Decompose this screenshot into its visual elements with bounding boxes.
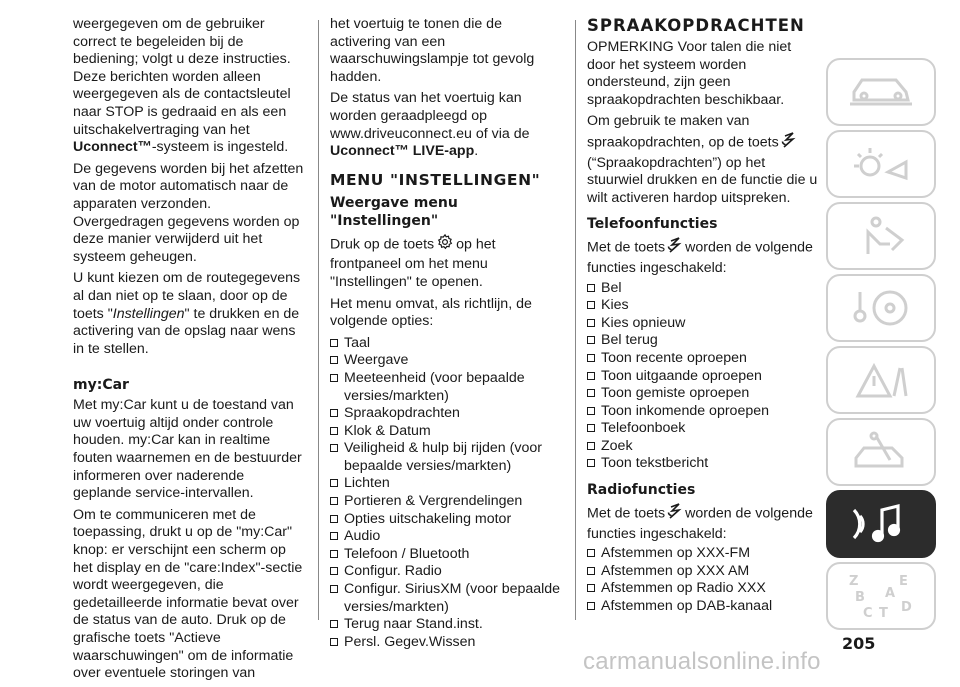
- list-item: Weergave: [330, 352, 562, 370]
- wrench-car-icon: [846, 430, 916, 474]
- list-item: Telefoon / Bluetooth: [330, 546, 562, 564]
- text-column-2: [330, 16, 562, 655]
- index-letter: A: [885, 586, 896, 601]
- tab-emergency[interactable]: [826, 346, 936, 414]
- list-item: Toon uitgaande oproepen: [587, 368, 819, 386]
- list-item: Spraakopdrachten: [330, 405, 562, 423]
- list-item: Bel: [587, 280, 819, 298]
- heading-radiofuncties: Radiofuncties: [587, 482, 696, 499]
- list-item: Portieren & Vergrendelingen: [330, 493, 562, 511]
- list-item: Veiligheid & hulp bij rijden (voor bepaalde versies/markten): [330, 440, 562, 475]
- paragraph: Met de toets worden de volgende functies ingeschakeld:: [587, 236, 819, 277]
- voice-command-icon: [667, 502, 683, 526]
- column-separator: [318, 20, 319, 620]
- column-separator: [575, 20, 576, 620]
- multimedia-icon: [846, 500, 916, 548]
- subheading-weergave-menu: Weergave menu "Instellingen": [330, 194, 458, 229]
- seat-airbag-icon: [846, 214, 916, 258]
- list-item: Taal: [330, 335, 562, 353]
- list-item: Afstemmen op DAB-kanaal: [587, 598, 819, 616]
- list-item: Toon tekstbericht: [587, 455, 819, 473]
- voice-command-icon: [667, 236, 683, 260]
- list-item: Configur. SiriusXM (voor bepaalde versies/markten): [330, 581, 562, 616]
- list-item: Toon gemiste oproepen: [587, 385, 819, 403]
- paragraph: weergegeven om de gebruiker correct te begeleiden bij de bediening; volgt u deze instructies. Deze berichten worden alleen weergegeven als de contactsleutel naar STOP is gedraaid en als een uitschakelvertraging van het Uconnect™-systeem is ingesteld.: [73, 16, 291, 156]
- index-letter: C: [863, 606, 873, 621]
- settings-gear-icon: [436, 233, 454, 257]
- steering-key-icon: [846, 286, 916, 330]
- heading-mycar: my:Car: [73, 377, 129, 394]
- paragraph: Het menu omvat, als richtlijn, de volgende opties:: [330, 295, 532, 330]
- list-item: Terug naar Stand.inst.: [330, 616, 562, 634]
- list-item: Telefoonboek: [587, 420, 819, 438]
- list-item: Kies: [587, 297, 819, 315]
- index-letter: Z: [849, 574, 859, 589]
- tab-lights[interactable]: [826, 130, 936, 198]
- list-item: Persl. Gegev.Wissen: [330, 634, 562, 652]
- list-item: Audio: [330, 528, 562, 546]
- tab-safety[interactable]: [826, 202, 936, 270]
- paragraph: Met my:Car kunt u de toestand van uw voertuig altijd onder controle houden. my:Car kan in realtime fouten waarnemen en de bestuurder informeren over naderende geplande service-intervallen.: [73, 397, 302, 502]
- list-item: Lichten: [330, 475, 562, 493]
- tab-maintenance[interactable]: [826, 418, 936, 486]
- paragraph: OPMERKING Voor talen die niet door het systeem worden ondersteund, zijn geen spraakopdrachten beschikbaar.: [587, 39, 792, 108]
- index-icon: [841, 571, 921, 621]
- watermark: carmanualsonline.info: [583, 648, 821, 675]
- list-item: Meeteenheid (voor bepaalde versies/markten): [330, 370, 562, 405]
- warning-road-icon: [846, 358, 916, 402]
- page-number: 205: [842, 634, 876, 653]
- text-column-1: [73, 16, 305, 687]
- paragraph: Druk op de toets op het frontpaneel om het menu "Instellingen" te openen.: [330, 233, 562, 292]
- index-letter: D: [901, 600, 912, 615]
- list-item: Toon inkomende oproepen: [587, 403, 819, 421]
- tab-car[interactable]: [826, 58, 936, 126]
- paragraph: het voertuig te tonen die de activering van een waarschuwingslampje tot gevolg hadden.: [330, 16, 535, 85]
- list-item: Kies opnieuw: [587, 315, 819, 333]
- phone-functions-list: [587, 280, 819, 474]
- settings-options-list: [330, 335, 562, 652]
- index-letter: E: [899, 574, 908, 589]
- index-letter: T: [879, 606, 888, 621]
- car-icon: [846, 72, 916, 112]
- uconnect-live-app: Uconnect™ LIVE-app: [330, 143, 475, 160]
- lights-icon: [846, 142, 916, 186]
- paragraph: U kunt kiezen om de routegegevens al dan niet op te slaan, door op de toets "Instellingen" te drukken en de activering van de opslag naar wens in te stellen.: [73, 270, 301, 357]
- heading-menu-instellingen: MENU "INSTELLINGEN": [330, 170, 541, 189]
- tab-start-drive[interactable]: [826, 274, 936, 342]
- list-item: Configur. Radio: [330, 563, 562, 581]
- uconnect-term: Uconnect™: [73, 139, 152, 156]
- paragraph: Om te communiceren met de toepassing, drukt u op de "my:Car" knop: er verschijnt een scherm op het display en de "care:Index"-sectie wordt weergegeven, die gedetailleerde informatie bevat over de status van de auto. Druk op de grafische toets "Actieve waarschuwingen" om de informatie over eventuele storingen van: [73, 506, 303, 682]
- heading-spraakopdrachten: SPRAAKOPDRACHTEN: [587, 16, 805, 35]
- list-item: Afstemmen op XXX AM: [587, 563, 819, 581]
- tab-index[interactable]: [826, 562, 936, 630]
- list-item: Toon recente oproepen: [587, 350, 819, 368]
- radio-functions-list: [587, 545, 819, 615]
- paragraph: Met de toets worden de volgende functies ingeschakeld:: [587, 502, 819, 543]
- paragraph: De status van het voertuig kan worden geraadpleegd op www.driveuconnect.eu of via de Uconnect™ LIVE-app.: [330, 90, 530, 160]
- voice-command-icon: [781, 131, 797, 155]
- text-column-3: [587, 16, 819, 620]
- list-item: Opties uitschakeling motor: [330, 511, 562, 529]
- instellingen-term: Instellingen: [112, 305, 185, 322]
- paragraph: Om gebruik te maken van spraakopdrachten, op de toets(“Spraakopdrachten”) op het stuurwiel drukken en de functie die u wilt activeren hardop uitspreken.: [587, 113, 818, 206]
- list-item: Afstemmen op Radio XXX: [587, 580, 819, 598]
- list-item: Bel terug: [587, 332, 819, 350]
- list-item: Klok & Datum: [330, 423, 562, 441]
- index-letter: B: [855, 590, 865, 605]
- heading-telefoonfuncties: Telefoonfuncties: [587, 216, 718, 233]
- paragraph: De gegevens worden bij het afzetten van de motor automatisch naar de apparaten verzonden. Overgedragen gegevens worden op deze manier verwijderd uit het systeem geheugen.: [73, 160, 304, 265]
- list-item: Afstemmen op XXX-FM: [587, 545, 819, 563]
- list-item: Zoek: [587, 438, 819, 456]
- tab-multimedia[interactable]: [826, 490, 936, 558]
